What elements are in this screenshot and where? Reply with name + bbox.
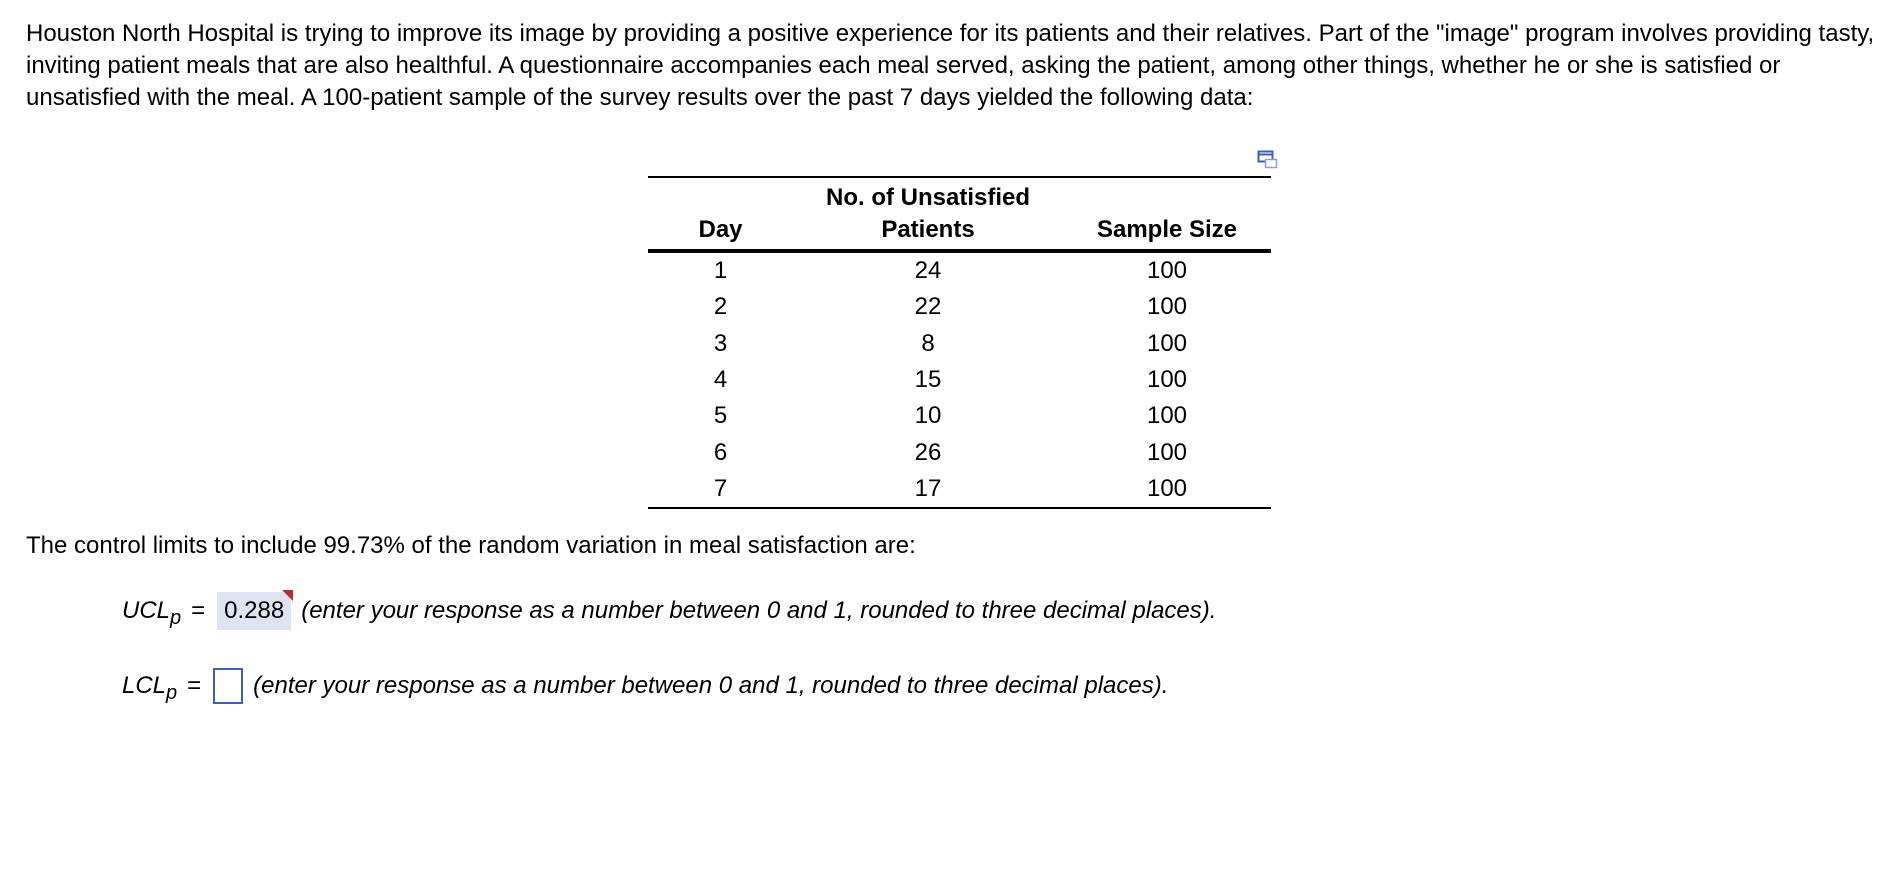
cell-sample-size: 100 [1146,329,1188,357]
cell-unsatisfied: 24 [914,257,942,285]
lcl-answer-row [122,668,1168,704]
cell-sample-size: 100 [1146,366,1188,394]
cell-day: 6 [713,438,728,466]
cell-unsatisfied: 22 [914,293,942,321]
cell-sample-size: 100 [1146,293,1188,321]
ucl-answer-row [122,592,1216,630]
table-row [648,471,1271,508]
expand-window-icon[interactable] [1257,150,1279,170]
cell-day: 4 [713,366,728,394]
cell-unsatisfied: 15 [914,366,942,394]
cell-unsatisfied: 10 [914,402,942,430]
ucl-subscript: p [170,607,182,629]
cell-sample-size: 100 [1146,474,1188,502]
lcl-label [122,672,178,704]
header-unsatisfied-line1: No. of Unsatisfied [825,184,1030,211]
table-header-row [648,177,1271,251]
feedback-flag-icon [282,590,293,601]
question-text: The control limits to include 99.73% of the random variation in meal satisfaction are: [26,532,916,559]
data-table-container [648,176,1271,509]
lcl-answer-input[interactable] [213,668,243,704]
header-unsatisfied [793,177,1063,251]
ucl-instruction: (enter your response as a number between 0 and 1, rounded to three decimal places). [301,597,1217,624]
lcl-subscript: p [166,682,178,704]
data-table [648,176,1271,509]
cell-sample-size: 100 [1146,402,1188,430]
header-sample-size: Sample Size [1096,216,1238,243]
header-unsatisfied-line2: Patients [881,216,975,243]
problem-intro: Houston North Hospital is trying to improve its image by providing a positive experience for its patients and their relatives. Part of the "image" program involves providing tasty, inviting patient meals that are also healthful. A questionnaire accompanies each meal served, asking the patient, among other things, whether he or she is satisfied or unsatisfied with the meal. A 100-patient sample of the survey results over the past 7 days yielded the following data: [26,20,1875,111]
ucl-equals-sign: = [191,597,206,624]
cell-day: 3 [713,329,728,357]
lcl-equals-sign: = [187,672,202,699]
ucl-label-text: UCL [122,597,171,624]
table-row [648,434,1271,470]
cell-day: 2 [713,293,728,321]
table-row [648,362,1271,398]
cell-day: 5 [713,402,728,430]
ucl-label [122,597,182,629]
cell-day: 1 [713,257,728,285]
table-row [648,251,1271,289]
cell-unsatisfied: 17 [914,474,942,502]
lcl-instruction: (enter your response as a number between 0 and 1, rounded to three decimal places). [253,672,1169,699]
table-row [648,398,1271,434]
cell-unsatisfied: 8 [921,329,935,357]
lcl-label-text: LCL [122,672,167,699]
table-row [648,289,1271,325]
cell-sample-size: 100 [1146,438,1188,466]
cell-day: 7 [713,474,728,502]
cell-unsatisfied: 26 [914,438,942,466]
table-row [648,326,1271,362]
ucl-answer-value: 0.288 [224,597,285,624]
ucl-answer-field[interactable] [217,592,291,630]
header-day: Day [698,216,743,243]
cell-sample-size: 100 [1146,257,1188,285]
